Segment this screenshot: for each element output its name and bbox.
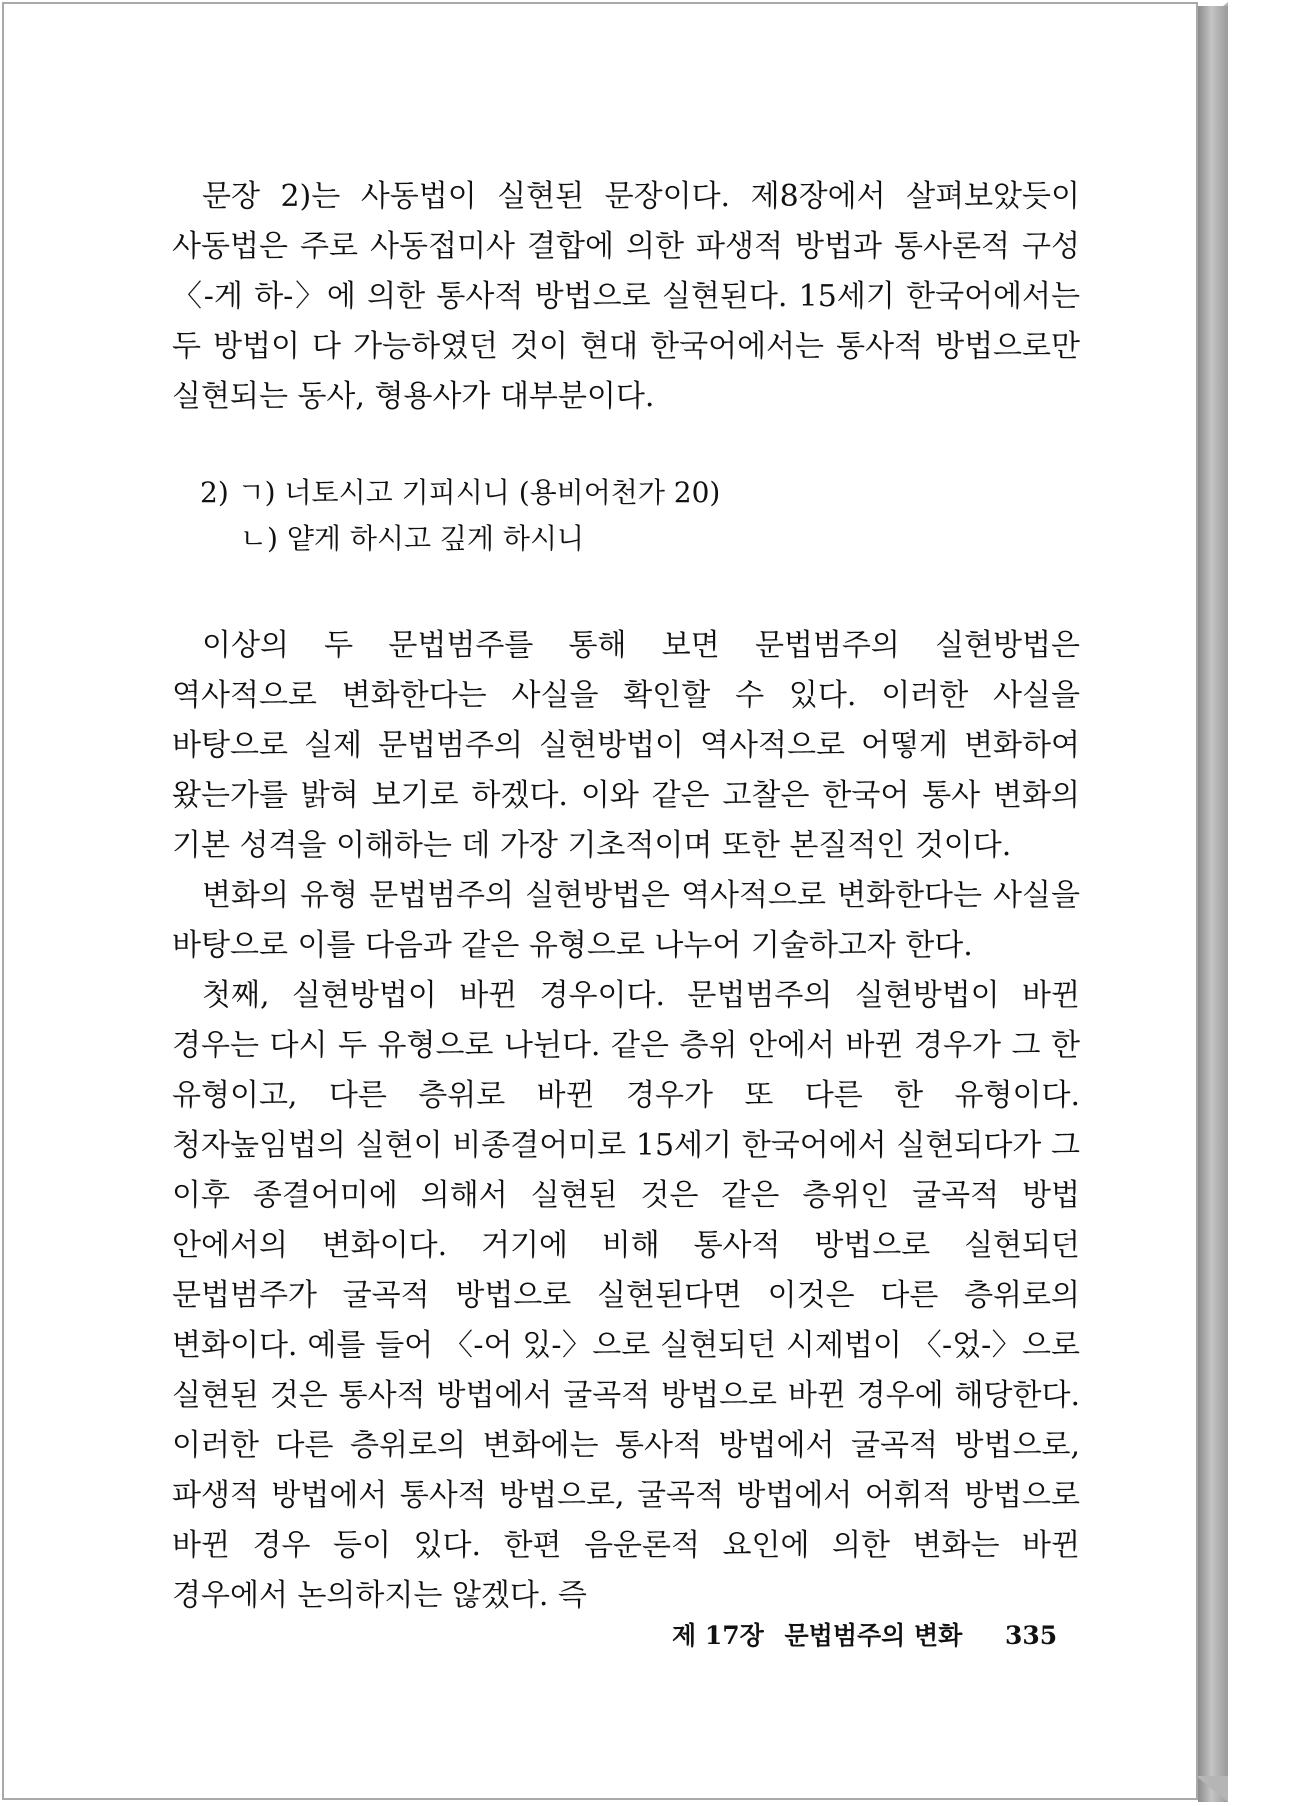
page-edge	[1198, 6, 1228, 1802]
body-text-main	[172, 621, 1080, 1621]
page-footer	[672, 1616, 1057, 1652]
footer-title: 문법범주의 변화	[784, 1621, 963, 1650]
book-page	[2, 2, 1198, 1800]
body-text-top	[172, 172, 1080, 422]
paragraph-first-type: 첫째, 실현방법이 바뀐 경우이다. 문법범주의 실현방법이 바뀐 경우는 다시 두 유형으로 나뉜다. 같은 층위 안에서 바뀐 경우가 그 한 유형이고, 다른 층위로 바뀐 경우가 또 다른 한 유형이다. 청자높임법의 실현이 비종결어미로 15세기 한국어에서 실현되다가 그 이후 종결어미에 의해서 실현된 것은 같은 층위인 굴곡적 방법 안에서의 변화이다. 거기에 비해 통사적 방법으로 실현되던 문법범주가 굴곡적 방법으로 실현된다면 이것은 다른 층위로의 변화이다. 예를 들어 〈-어 있-〉으로 실현되던 시제법이 〈-었-〉으로 실현된 것은 통사적 방법에서 굴곡적 방법으로 바뀐 경우에 해당한다. 이러한 다른 층위로의 변화에는 통사적 방법에서 굴곡적 방법으로, 파생적 방법에서 통사적 방법으로, 굴곡적 방법에서 어휘적 방법으로 바뀐 경우 등이 있다. 한편 음운론적 요인에 의한 변화는 바뀐 경우에서 논의하지는 않겠다. 즉	[172, 978, 1080, 1613]
page-number: 335	[1005, 1621, 1058, 1650]
example-b: ㄴ) 얕게 하시고 깊게 하시니	[240, 522, 585, 555]
page-edge-bottom	[1196, 1776, 1228, 1802]
paragraph-change-types: 변화의 유형 문법범주의 실현방법은 역사적으로 변화한다는 사실을 바탕으로 이를 다음과 같은 유형으로 나누어 기술하고자 한다.	[172, 878, 1080, 963]
paragraph-causative: 문장 2)는 사동법이 실현된 문장이다. 제8장에서 살펴보았듯이 사동법은 주로 사동접미사 결합에 의한 파생적 방법과 통사론적 구성 〈-게 하-〉에 의한 통사적 방법으로 실현된다. 15세기 한국어에서는 두 방법이 다 가능하였던 것이 현대 한국어에서는 통사적 방법으로만 실현되는 동사, 형용사가 대부분이다.	[172, 179, 1080, 414]
example-a: 2) ㄱ) 너토시고 기피시니 (용비어천가 20)	[200, 476, 721, 509]
example-sentences	[172, 470, 1080, 562]
footer-chapter: 제 17장	[672, 1621, 764, 1650]
paragraph-historical-change: 이상의 두 문법범주를 통해 보면 문법범주의 실현방법은 역사적으로 변화한다는 사실을 확인할 수 있다. 이러한 사실을 바탕으로 실제 문법범주의 실현방법이 역사적으로 어떻게 변화하여 왔는가를 밝혀 보기로 하겠다. 이와 같은 고찰은 한국어 통사 변화의 기본 성격을 이해하는 데 가장 기초적이며 또한 본질적인 것이다.	[172, 628, 1080, 863]
